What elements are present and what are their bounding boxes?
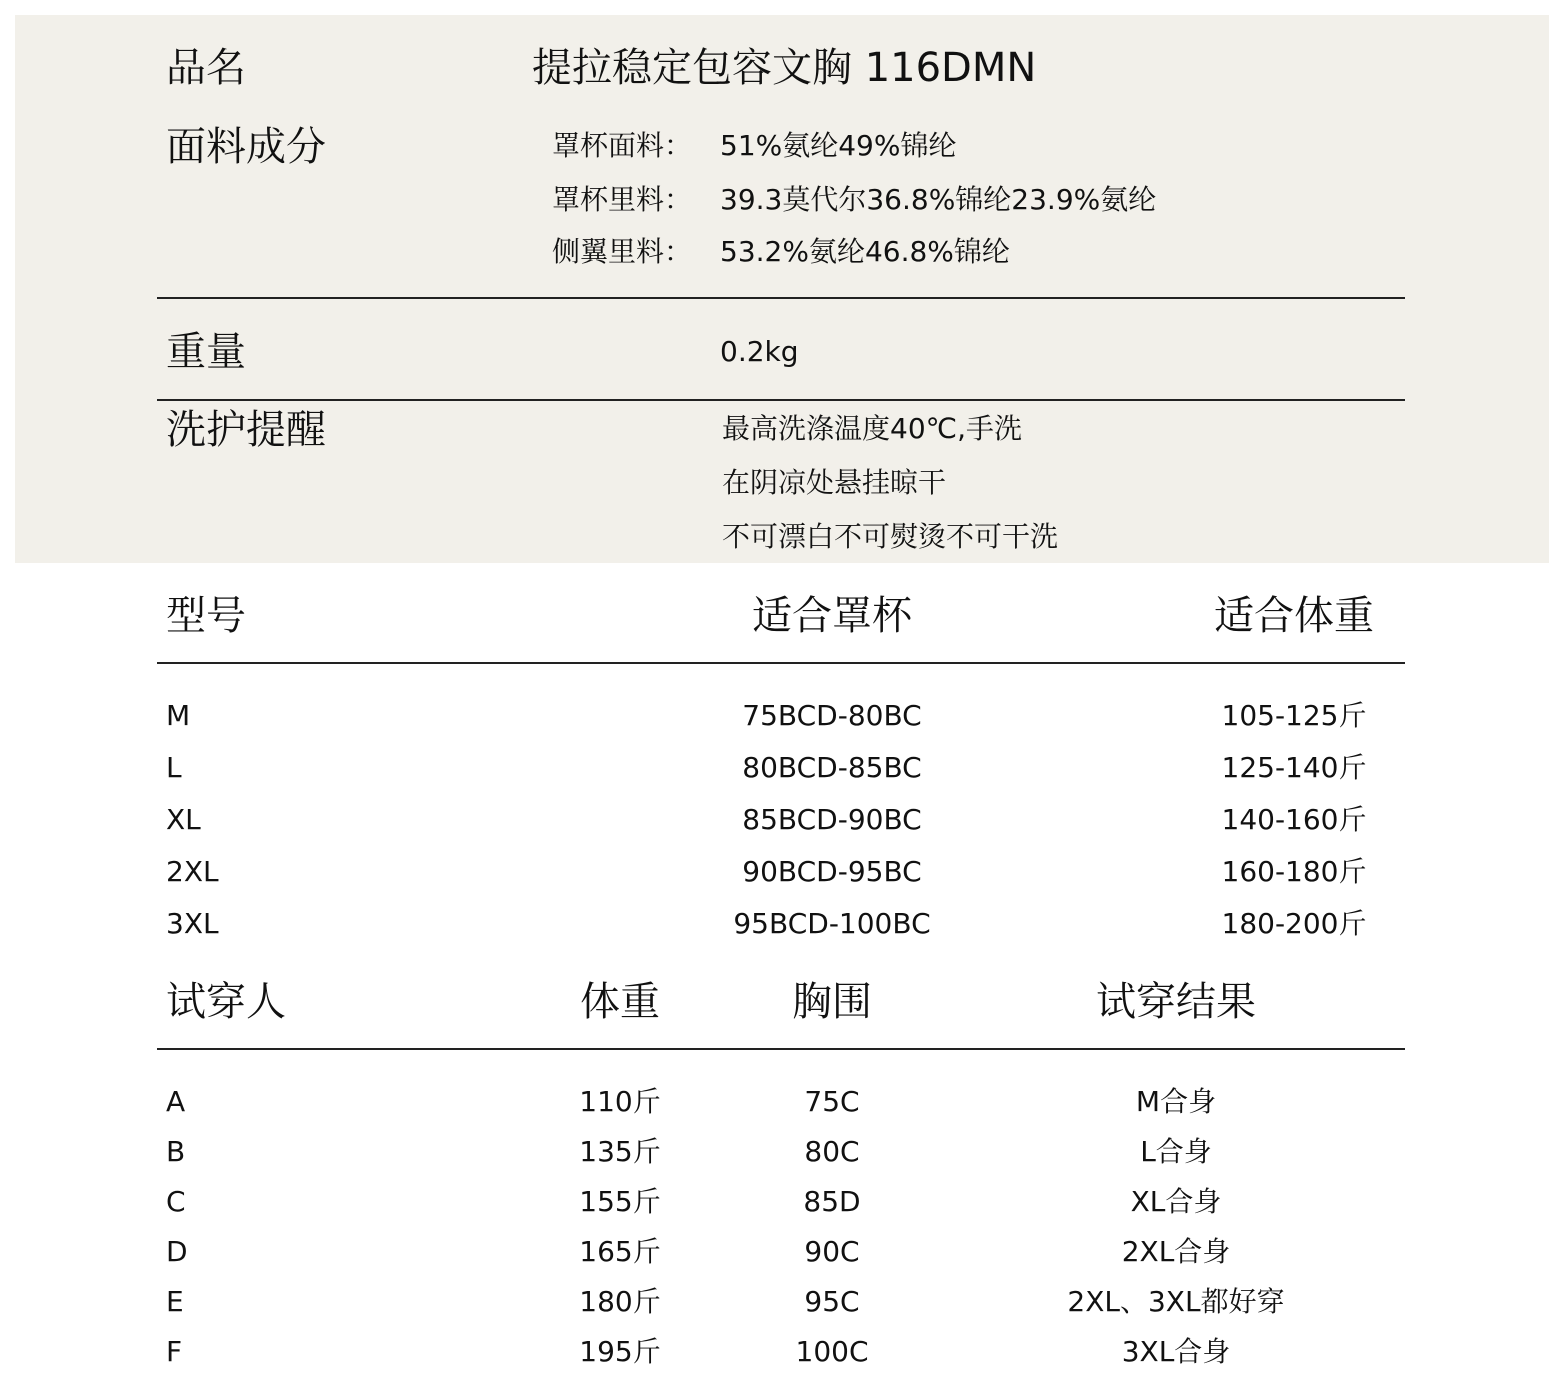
care-label: 洗护提醒	[166, 407, 326, 453]
trial-row-person: F	[166, 1335, 183, 1368]
size-header-model: 型号	[166, 593, 246, 639]
trial-row-weight: 110斤	[579, 1085, 661, 1118]
trial-row-bust: 75C	[804, 1085, 860, 1118]
fabric-item-value: 39.3莫代尔36.8%锦纶23.9%氨纶	[720, 183, 1157, 216]
trial-row-result: 3XL合身	[1121, 1335, 1231, 1368]
size-row-cup: 75BCD-80BC	[742, 699, 922, 732]
trial-row-bust: 95C	[804, 1285, 860, 1318]
care-item: 在阴凉处悬挂晾干	[722, 466, 947, 499]
trial-row-person: E	[166, 1285, 184, 1318]
size-row-model: 3XL	[166, 907, 219, 940]
trial-row-weight: 180斤	[579, 1285, 661, 1318]
fabric-item-value: 51%氨纶49%锦纶	[720, 129, 957, 162]
care-item: 最高洗涤温度40℃,手洗	[722, 412, 1022, 445]
divider	[157, 399, 1405, 401]
divider	[157, 1048, 1405, 1050]
size-row-model: M	[166, 699, 191, 732]
size-row-cup: 95BCD-100BC	[733, 907, 931, 940]
weight-value: 0.2kg	[720, 335, 799, 368]
trial-row-result: L合身	[1140, 1135, 1212, 1168]
size-row-weight: 125-140斤	[1221, 751, 1367, 784]
weight-label: 重量	[166, 329, 246, 375]
trial-row-result: M合身	[1135, 1085, 1217, 1118]
trial-header-bust: 胸围	[792, 979, 872, 1025]
size-row-model: L	[166, 751, 182, 784]
size-header-weight: 适合体重	[1214, 593, 1374, 639]
trial-header-weight: 体重	[580, 979, 660, 1025]
trial-header-person: 试穿人	[166, 979, 286, 1025]
trial-row-bust: 90C	[804, 1235, 860, 1268]
trial-row-person: C	[166, 1185, 186, 1218]
trial-header-result: 试穿结果	[1096, 979, 1256, 1025]
trial-row-bust: 80C	[804, 1135, 860, 1168]
trial-row-person: A	[166, 1085, 186, 1118]
size-row-model: 2XL	[166, 855, 219, 888]
size-row-weight: 140-160斤	[1221, 803, 1367, 836]
trial-row-result: 2XL、3XL都好穿	[1067, 1285, 1285, 1318]
product-name-value: 提拉稳定包容文胸 116DMN	[532, 45, 1037, 91]
size-row-cup: 80BCD-85BC	[742, 751, 922, 784]
trial-row-person: B	[166, 1135, 186, 1168]
size-row-cup: 85BCD-90BC	[742, 803, 922, 836]
fabric-item-value: 53.2%氨纶46.8%锦纶	[720, 235, 1010, 268]
size-row-model: XL	[166, 803, 201, 836]
product-name-label: 品名	[166, 45, 246, 91]
trial-row-bust: 85D	[803, 1185, 861, 1218]
trial-row-weight: 195斤	[579, 1335, 661, 1368]
fabric-item-label: 侧翼里料：	[552, 235, 693, 268]
size-header-cup: 适合罩杯	[752, 593, 912, 639]
fabric-item-label: 罩杯里料：	[552, 183, 693, 216]
fabric-item-label: 罩杯面料：	[552, 129, 693, 162]
trial-row-weight: 135斤	[579, 1135, 661, 1168]
trial-row-result: 2XL合身	[1121, 1235, 1231, 1268]
size-row-weight: 105-125斤	[1221, 699, 1367, 732]
trial-row-result: XL合身	[1130, 1185, 1222, 1218]
size-row-cup: 90BCD-95BC	[742, 855, 922, 888]
fabric-label: 面料成分	[166, 124, 326, 170]
trial-row-bust: 100C	[795, 1335, 869, 1368]
trial-row-person: D	[166, 1235, 188, 1268]
divider	[157, 662, 1405, 664]
trial-row-weight: 165斤	[579, 1235, 661, 1268]
trial-row-weight: 155斤	[579, 1185, 661, 1218]
size-row-weight: 180-200斤	[1221, 907, 1367, 940]
divider	[157, 297, 1405, 299]
care-item: 不可漂白不可熨烫不可干洗	[722, 520, 1059, 553]
size-row-weight: 160-180斤	[1221, 855, 1367, 888]
